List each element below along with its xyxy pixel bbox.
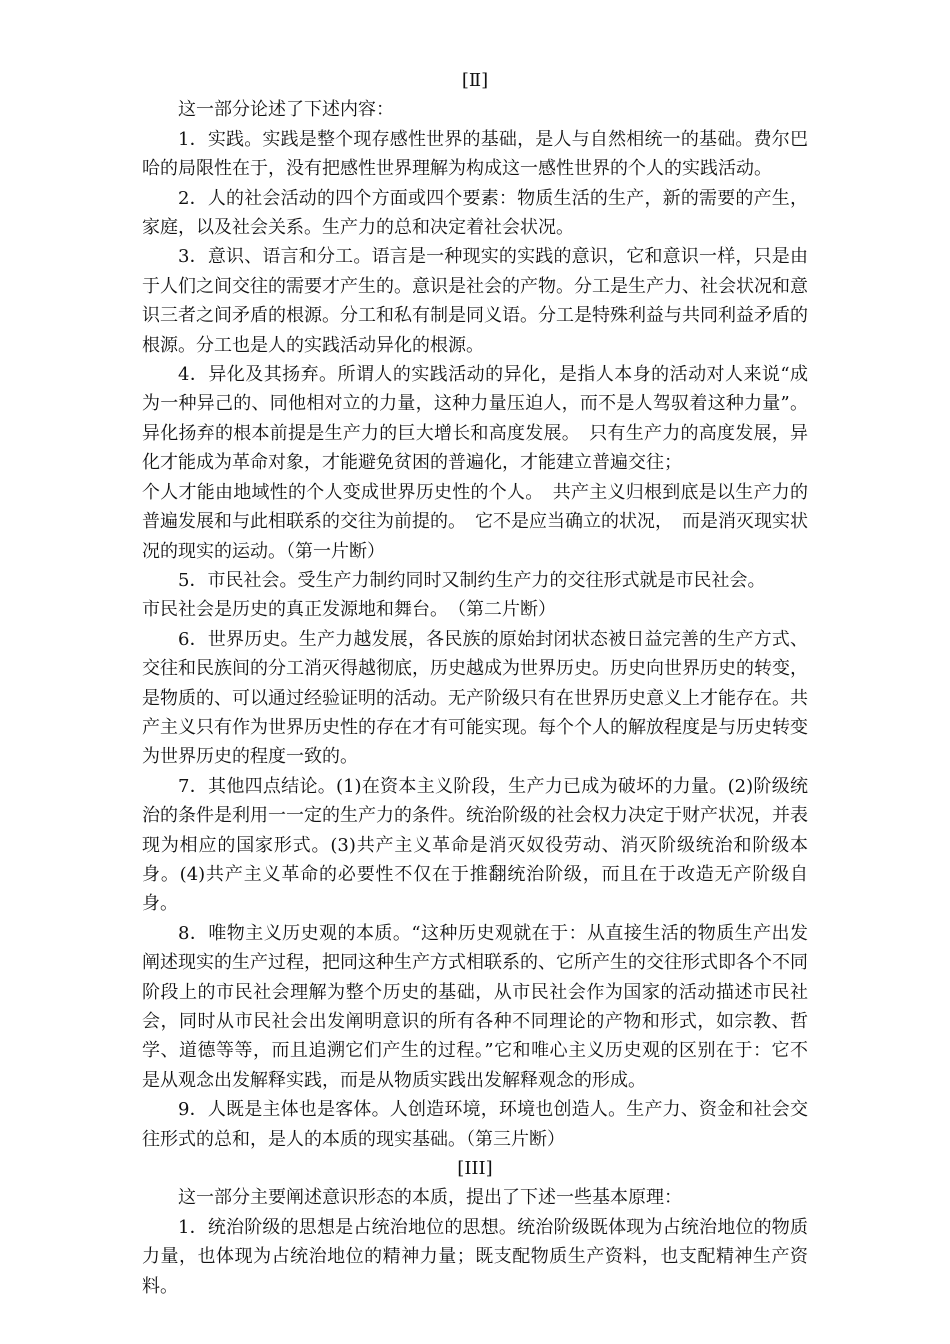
section-intro: 这一部分主要阐述意识形态的本质，提出了下述一些基本原理： [178,1187,682,1209]
paragraph-civil-society: 5．市民社会。受生产力制约同时又制约生产力的交往形式就是市民社会。 [178,569,766,591]
section-heading-3: [III] [457,1158,493,1180]
paragraph-subject-object: 9．人既是主体也是客体。人创造环境，环境也创造人。生产力、资金和社会交往形式的总和，是人的本质的现实基础。（第三片断） [142,1099,808,1150]
paragraph-social-activity: 2．人的社会活动的四个方面或四个要素：物质生活的生产，新的需要的产生，家庭，以及社会关系。生产力的总和决定着社会状况。 [142,187,808,239]
paragraph-ruling-ideas: 1．统治阶级的思想是占统治地位的思想。统治阶级既体现为占统治地位的物质力量，也体现为占统治地位的精神力量；既支配物质生产资料，也支配精神生产资料。 [142,1216,808,1297]
paragraph-practice: 1．实践。实践是整个现存感性世界的基础，是人与自然相统一的基础。费尔巴哈的局限性在于，没有把感性世界理解为构成这一感性世界的个人的实践活动。 [142,128,808,180]
paragraph-alienation-continued: 个人才能由地域性的个人变成世界历史性的个人。 共产主义归根到底是以生产力的普遍发展和与此相联系的交往为前提的。 它不是应当确立的状况， 而是消灭现实状况的现实的运动。（第一片断） [142,481,808,562]
paragraph-materialist-history: 8．唯物主义历史观的本质。“这种历史观就在于：从直接生活的物质生产出发阐述现实的生产过程，把同这种生产方式相联系的、它所产生的交往形式即各个不同阶段上的市民社会理解为整个历史的基础，从市民社会作为国家的活动描述市民社会，同时从市民社会出发阐明意识的所有各种不同理论的产物和形式，如宗教、哲学、道德等等，而且追溯它们产生的过程。”它和唯心主义历史观的区别在于：它不是从观念出发解释实践，而是从物质实践出发解释观念的形成。 [142,922,808,1091]
paragraph-alienation: 4．异化及其扬弃。所谓人的实践活动的异化，是指人本身的活动对人来说“成为一种异己的、同他相对立的力量，这种力量压迫人，而不是人驾驭着这种力量”。异化扬弃的根本前提是生产力的巨大增长和高度发展。 只有生产力的高度发展，异化才能成为革命对象，才能避免贫困的普遍化，才能建立普遍交往； [142,364,808,474]
paragraph-civil-society-continued: 市民社会是历史的真正发源地和舞台。 （第二片断） [142,599,556,621]
paragraph-world-history: 6．世界历史。生产力越发展，各民族的原始封闭状态被日益完善的生产方式、交往和民族间的分工消灭得越彻底，历史越成为世界历史。历史向世界历史的转变，是物质的、可以通过经验证明的活动。无产阶级只有在世界历史意义上才能存在。共产主义只有作为世界历史性的存在才有可能实现。每个个人的解放程度是与历史转变为世界历史的程度一致的。 [142,628,808,768]
paragraph-four-conclusions: 7．其他四点结论。(1)在资本主义阶段，生产力已成为破坏的力量。(2)阶级统治的条件是利用一一定的生产力的条件。统治阶级的社会权力决定于财产状况，并表现为相应的国家形式。(3)共产主义革命是消灭奴役劳动、消灭阶级统治和阶级本身。(4)共产主义革命的必要性不仅在于推翻统治阶级，而且在于改造无产阶级自身。 [142,775,808,915]
paragraph-consciousness-language: 3．意识、语言和分工。语言是一种现实的实践的意识，它和意识一样，只是由于人们之间交往的需要才产生的。意识是社会的产物。分工是生产力、社会状况和意识三者之间矛盾的根源。分工和私有制是同义语。分工是特殊利益与共同利益矛盾的根源。分工也是人的实践活动异化的根源。 [142,246,808,356]
section-heading-2: [Ⅱ] [461,70,489,91]
section-intro: 这一部分论述了下述内容： [178,99,394,121]
document-page [142,66,808,1301]
